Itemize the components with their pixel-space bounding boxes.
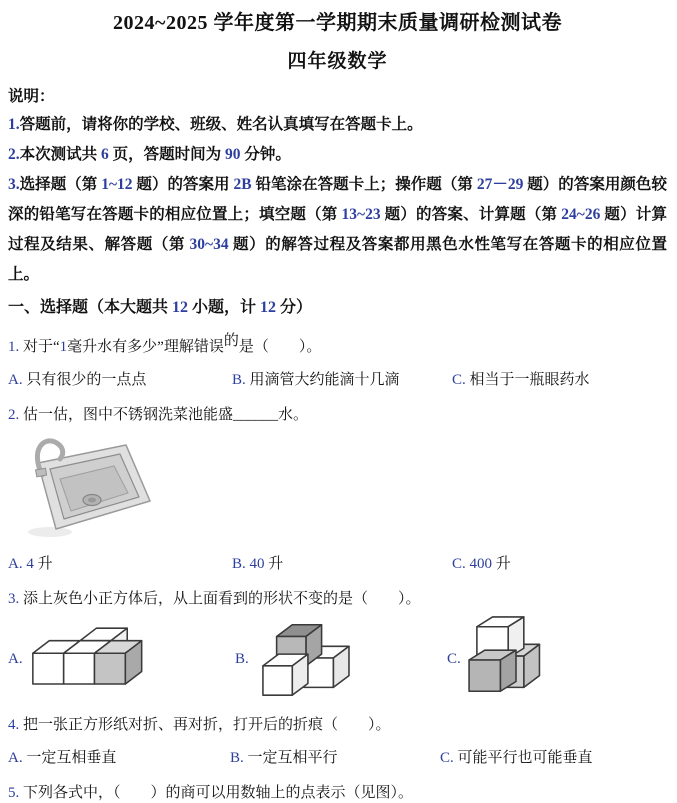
question-4-option-c: C. 可能平行也可能垂直 — [440, 750, 593, 766]
paper-subtitle: 四年级数学 — [287, 51, 388, 72]
cube-figure-c-icon — [467, 615, 565, 703]
question-1-option-a: A. 只有很少的一点点 — [8, 372, 147, 388]
cube-figure-b-icon — [255, 615, 353, 703]
paper-title: 2024~2025 学年度第一学期期末质量调研检测试卷 — [113, 12, 562, 34]
instruction-item-2: 2.本次测试共 6 页，答题时间为 90 分钟。 — [8, 146, 291, 163]
question-1-superscript: 的 — [223, 333, 239, 349]
question-2-text: 2. 估一估，图中不锈钢洗菜池能盛______水。 — [8, 407, 309, 423]
question-4-option-b: B. 一定互相平行 — [230, 750, 338, 766]
figure-option-c — [447, 615, 667, 703]
stainless-sink-image — [8, 433, 160, 541]
figure-option-b — [235, 615, 447, 703]
sink-photo — [8, 433, 667, 541]
instruction-item-3: 3.选择题（第 1~12 题）的答案用 2B 铅笔涂在答题卡上；操作题（第 27－29 题）的答案用颜色较深的铅笔写在答题卡的相应位置上；填空题（第 13~23 题）的答案、计算题（第 24~26 题）计算过程及结果、解答题（第 30~34 题）的解答过程及答案都用黑色水性笔写在答题卡的相应位置上。 — [8, 176, 667, 283]
section-1-heading: 一、选择题（本大题共 12 小题，计 12 分） — [8, 299, 313, 316]
cube-figure-a-icon — [29, 623, 159, 695]
question-2-option-b: B. 40 升 — [232, 556, 284, 572]
instruction-item-1: 1.答题前，请将你的学校、班级、姓名认真填写在答题卡上。 — [8, 116, 423, 133]
question-5-text: 5. 下列各式中，（ ）的商可以用数轴上的点表示（见图）。 — [8, 785, 414, 801]
question-1-text — [8, 333, 667, 357]
question-1-option-b: B. 用滴管大约能滴十几滴 — [232, 372, 400, 388]
instructions-heading: 说明： — [8, 88, 55, 105]
question-1-options — [8, 370, 667, 390]
question-4-option-a: A. 一定互相垂直 — [8, 750, 117, 766]
figure-option-a — [8, 623, 235, 695]
question-3-text: 3. 添上灰色小正方体后，从上面看到的形状不变的是（ ）。 — [8, 591, 421, 607]
question-2-option-a: A. 4 升 — [8, 556, 53, 572]
question-4-options — [8, 748, 667, 768]
question-3-figures — [8, 613, 667, 705]
question-1-text-pre: 1. 对于“1毫升水有多少”理解错误 — [8, 339, 224, 355]
figure-a-label: A. — [8, 650, 23, 667]
question-2-options — [8, 554, 667, 574]
question-1-option-c: C. 相当于一瓶眼药水 — [452, 372, 590, 388]
figure-b-label: B. — [235, 650, 249, 667]
question-2-option-c: C. 400 升 — [452, 556, 511, 572]
question-1-text-post: 是（ ）。 — [238, 339, 322, 355]
question-4-text: 4. 把一张正方形纸对折、再对折，打开后的折痕（ ）。 — [8, 717, 391, 733]
figure-c-label: C. — [447, 650, 461, 667]
